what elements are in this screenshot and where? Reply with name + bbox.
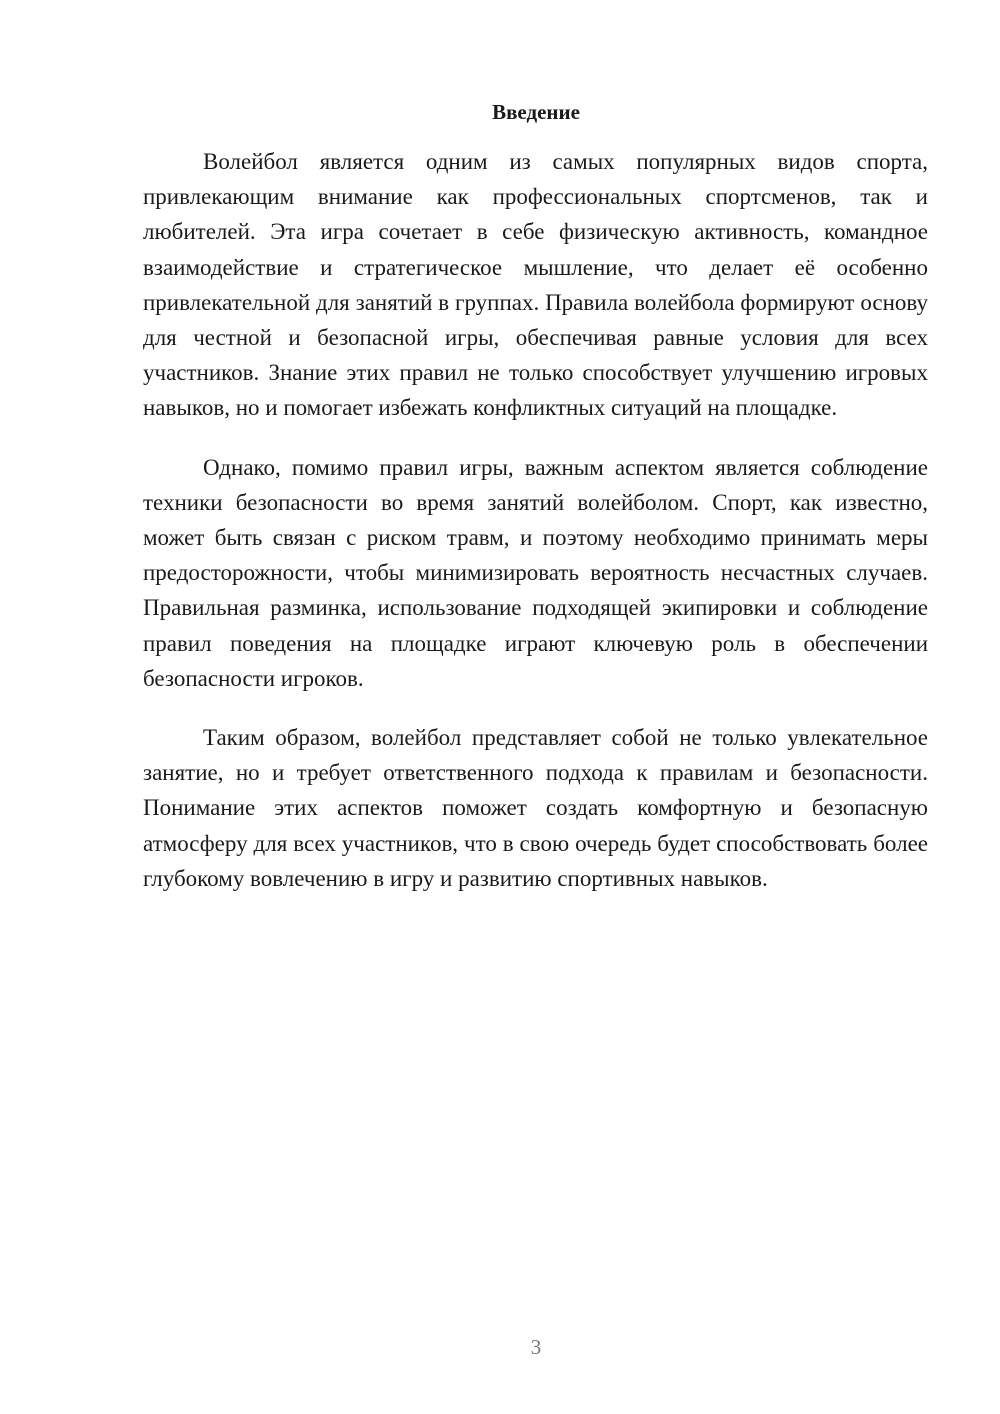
document-body (143, 144, 928, 920)
page-number: 3 (530, 1335, 542, 1359)
page-title: Введение (492, 100, 580, 124)
paragraph-2: Однако, помимо правил игры, важным аспектом является соблюдение техники безопасности во время занятий волейболом. Спорт, как известно, может быть связан с риском травм, и поэтому необходимо принимать меры предосторожности, чтобы минимизировать вероятность несчастных случаев. Правильная разминка, использование подходящей экипировки и соблюдение правил поведения на площадке играют ключевую роль в обеспечении безопасности игроков. (143, 454, 928, 691)
paragraph-1: Волейбол является одним из самых популярных видов спорта, привлекающим внимание как профессиональных спортсменов, так и любителей. Эта игра сочетает в себе физическую активность, командное взаимодействие и стратегическое мышление, что делает её особенно привлекательной для занятий в группах. Правила волейбола формируют основу для честной и безопасной игры, обеспечивая равные условия для всех участников. Знание этих правил не только способствует улучшению игровых навыков, но и помогает избежать конфликтных ситуаций на площадке. (143, 149, 928, 421)
paragraph-3: Таким образом, волейбол представляет собой не только увлекательное занятие, но и требует ответственного подхода к правилам и безопасности. Понимание этих аспектов поможет создать комфортную и безопасную атмосферу для всех участников, что в свою очередь будет способствовать более глубокому вовлечению в игру и развитию спортивных навыков. (143, 725, 928, 891)
